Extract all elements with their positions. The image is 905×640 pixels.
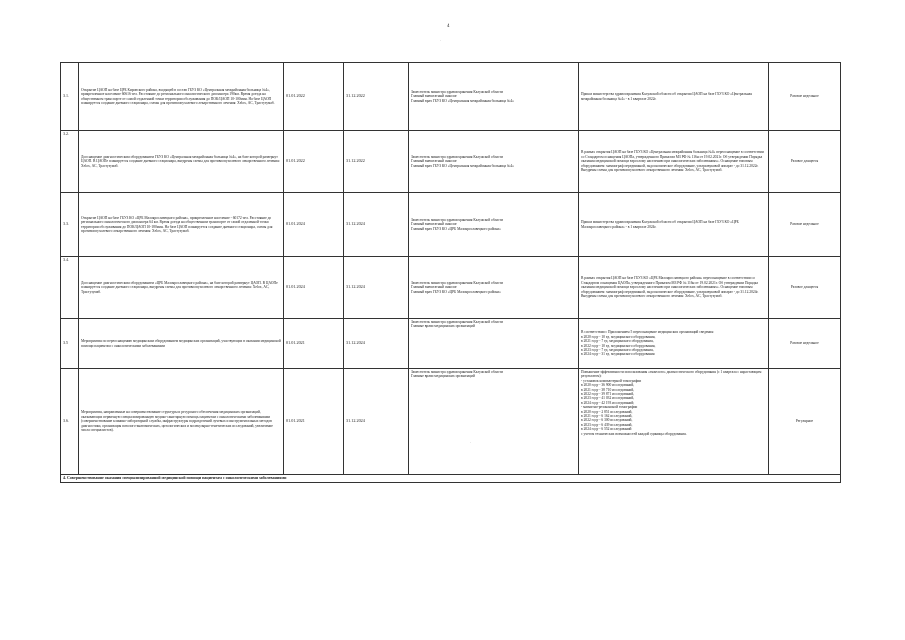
row-description: Открытие ЦАОП на базе ГБУЗ КО «ЦРБ Малоярославецкого района», прикрепленное население - 60172 чел. Расстояние до регионального онкологического диспансера 64 км. Время доезда на общественном транспорте от самой отдаленной точки территории обслуживания до ПОК/ЦАОП 10-180мин. На базе ЦАОП планируется создание дневного стационара, схемы для противоопухолевого лекарственного лечения: Xeloх, AC, Трастузумаб. [79,193,284,257]
row-result: В рамках открытия ЦАОП на базе ГБУЗ КО «ЦРБ Малоярославецкого района» переоснащение в соответствии со Стандартом оснащения ЦАОПа, утвержденного Приказом МЗ РФ № 116н от 19.02.2021г. Об утверждении Порядка оказания медицинской помощи взрослому населению при онкологических заболеваниях». Оснащение типовым оборудованием: маммограф передвижной, эндоскопическое оборудование, ультразвуковой аппарат - до 31.12.2024г. Внедрены схемы для противоопухолевого лекарственного лечения: Xeloх, AC, Трастузумаб. [579,257,769,319]
table-row [61,193,841,257]
page-number: 4 [447,24,450,29]
row-kind: Разовое недельное [769,319,841,369]
row-description: Мероприятия по переоснащению медицинским оборудованием медицинских организаций, участвующих в оказании медицинской помощи пациентам с онкологическими заболеваниями [79,319,284,369]
row-end-date: 31.12.2024 [344,257,409,319]
row-kind: Разовое недельное [769,63,841,131]
row-end-date: 31.12.2024 [344,193,409,257]
table-row [61,369,841,475]
row-description: Дооснащение диагностическим оборудованием «ЦРБ Малоярославецкого района», на базе которой развернут ЦАОП. В ЦАОПе планируется создание дневного стационара, внедрены схемы для противоопухолевого лекарственного лечения: Xeloх, AC, Трастузумаб. [79,257,284,319]
row-description: Мероприятия, направленные на совершенствование структуры и ресурсного обеспечения медицинских организаций, оказывающих первичную специализированную медико-санитарную помощь пациентам с онкологическими заболеваниями (совершенствование клинико-лабораторной службы, инфраструктуры подразделений лучевых и инструментальных методов диагностики, организация патолого-анатомических, цитологических и молекулярно-генетических исследований, увеличение числа специалистов). [79,369,284,475]
row-start-date: 01.01.2024 [284,257,344,319]
row-end-date: 31.12.2022 [344,63,409,131]
row-kind: Разовое недельное [769,193,841,257]
row-responsible: Заместитель министра здравоохранения Калужской области Главный внештатный онколог Главный врач ГБУЗ КО «ЦРБ Малоярославецкого района» [409,193,579,257]
row-description: Дооснащение диагностическим оборудованием ГБУЗ КО «Центральная межрайонная больница №4», на базе которой развернут ЦАОП. В ЦАОПе планируется создание дневного стационара, внедрены схемы для противоопухолевого лекарственного лечения: Xeloх, AC, Трастузумаб. [79,131,284,193]
row-number: 3.6. [61,369,79,475]
table-row [61,257,841,319]
row-description: Открытие ЦАОП на базе ЦРБ Кировского района, входящей в состав ГБУЗ КО «Центральная межрайонная больница №4», прикрепленное население 60616 чел. Расстояние до регионального онкологического диспансера 190км. Время доезда на общественном транспорте от самой отдаленной точки территории обслуживания до ПОК/ЦАОП 10-100мин. На базе ЦАОП планируется создание дневного стационара, схемы для противоопухолевого лекарственного лечения: Xeloх, AC, Трастузумаб. [79,63,284,131]
row-result: В соответствии с Приложением 5 переоснащение медицинских организаций сведения: в 2020 году - 10 ед. медицинского оборудования, в 2021 году - 7 ед. медицинского оборудования, в 2022 году - 10 ед. медицинского оборудования, в 2023 году - 7 ед. медицинского оборудования, в 2024 году - 31 ед. медицинского оборудования [579,319,769,369]
row-end-date: 31.12.2022 [344,131,409,193]
row-number: 3.1. [61,63,79,131]
row-result: В рамках открытия ЦАОП на базе ГБУЗ КО «Центральная межрайонная больница №4» переоснащение в соответствии со Стандартом оснащения ЦАОПа, утвержденного Приказом МЗ РФ № 116н от 19.02.2021г. Об утверждении Порядка оказания медицинской помощи взрослому населению при онкологических заболеваниях». Оснащение типовым оборудованием: маммограф передвижной, эндоскопическое оборудование, ультразвуковой аппарат - до 31.12.2022г. Внедрены схемы для противоопухолевого лекарственного лечения: Xeloх, AC, Трастузумаб. [579,131,769,193]
scan-mark: · [440,38,442,43]
section-footer-row [61,475,841,483]
row-responsible: Заместитель министра здравоохранения Калужской области Главный внештатный онколог Главный врач ГБУЗ КО «ЦРБ Малоярославецкого района» [409,257,579,319]
row-end-date: 31.12.2024 [344,369,409,475]
row-responsible: Заместитель министра здравоохранения Калужской области Главный внештатный онколог Главный врач ГБУЗ КО «Центральная межрайонная больница №4» [409,63,579,131]
row-responsible: Заместитель министра здравоохранения Калужской области Главный внештатный онколог Главный врач ГБУЗ КО «Центральная межрайонная больница №4» [409,131,579,193]
row-start-date: 01.01.2021 [284,319,344,369]
row-start-date: 01.01.2021 [284,369,344,475]
row-number: 3.4. [61,257,79,319]
plan-table [60,62,841,483]
section-heading: 4. Совершенствование оказания специализированной медицинской помощи пациентам с онкологическими заболеваниями [61,475,841,483]
row-number: 3.3. [61,193,79,257]
row-result: Повышение эффективности использования «тяжелого» диагностического оборудования (с 1 квартала с нарастающим результатом): - установок компьютерной томографии в 2020 году - 36 900 исследований, в 2021 году - 38 710 исследований, в 2022 году - 39 871 исследований, в 2023 году - 41 032 исследований, в 2024 году - 42 193 исследований; - магнитно-резонансной томографии в 2020 году - 2 851 исследований, в 2021 году - 6 162 исследований, в 2022 году - 6 300 исследований, в 2023 году - 6 439 исследований, в 2024 году - 6 552 исследований с учетом технических возможностей каждой единицы оборудования. [579,369,769,475]
row-kind: Разовое длящееся [769,257,841,319]
table-row [61,131,841,193]
table-row [61,63,841,131]
row-start-date: 01.01.2022 [284,63,344,131]
table-row [61,319,841,369]
scan-mark: · [470,440,472,445]
row-result: Приказ министерства здравоохранения Калужской области об открытии ЦАОП на базе ГБУЗ КО «Центральная межрайонная больница №4» - в 1 квартале 2022г. [579,63,769,131]
row-start-date: 01.01.2022 [284,131,344,193]
row-end-date: 31.12.2024 [344,319,409,369]
row-start-date: 01.01.2024 [284,193,344,257]
row-result: Приказ министерства здравоохранения Калужской области об открытии ЦАОП на базе ГБУЗ КО «ЦРБ Малоярославецкого района» - в 1 квартале 2024г. [579,193,769,257]
row-responsible: Заместитель министра здравоохранения Калужской области Главные врачи медицинских организаций [409,369,579,475]
row-kind: Разовое длящееся [769,131,841,193]
row-kind: Регулярное [769,369,841,475]
row-number: 3.2. [61,131,79,193]
row-responsible: Заместитель министра здравоохранения Калужской области Главные врачи медицинских организаций [409,319,579,369]
row-number: 3.5 [61,319,79,369]
